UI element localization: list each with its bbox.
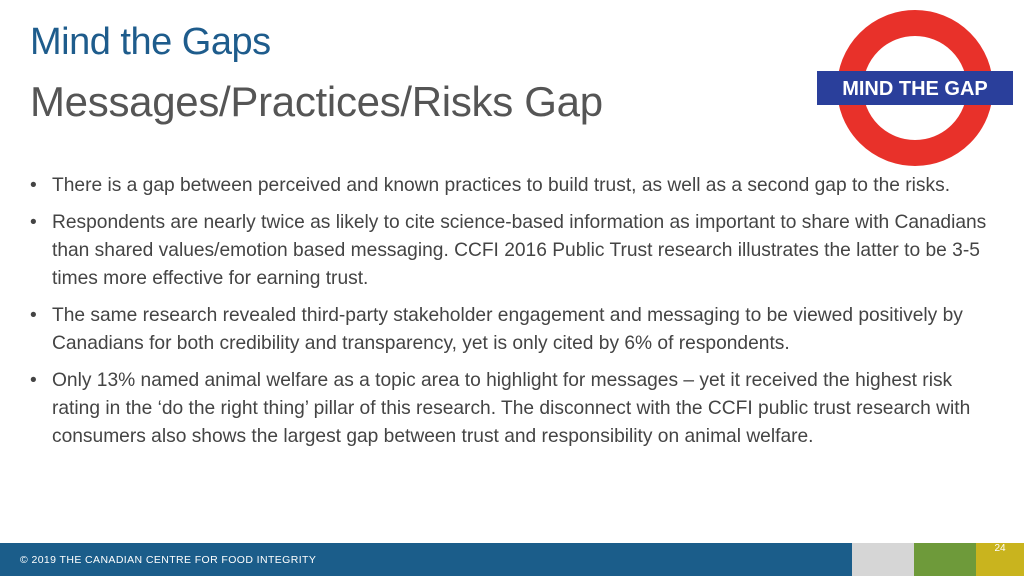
logo-text: MIND THE GAP bbox=[842, 78, 988, 100]
page-subtitle: Messages/Practices/Risks Gap bbox=[30, 78, 603, 125]
bullet-list bbox=[30, 172, 1000, 460]
bullet-text: The same research revealed third-party stakeholder engagement and messaging to be viewed positively by Canadians for both credibility and transparency, yet is only cited by 6% of respondents. bbox=[52, 305, 963, 354]
bullet-dot: • bbox=[30, 305, 37, 326]
bullet-item bbox=[30, 367, 1000, 451]
bullet-text: Only 13% named animal welfare as a topic area to highlight for messages – yet it received the highest risk rating in the ‘do the right thing’ pillar of this research. The disconnect with the CCFI public trust research with consumers also shows the largest gap between trust and responsibility on animal welfare. bbox=[52, 370, 971, 447]
bullet-text: There is a gap between perceived and known practices to build trust, as well as a second gap to the risks. bbox=[52, 175, 951, 196]
footer-green-band bbox=[914, 543, 976, 576]
footer-grey-band bbox=[852, 543, 914, 576]
mind-the-gap-logo bbox=[815, 8, 1015, 168]
page-title: Mind the Gaps bbox=[30, 21, 271, 63]
bullet-dot: • bbox=[30, 370, 37, 391]
bullet-item bbox=[30, 172, 1000, 200]
bullet-item bbox=[30, 209, 1000, 293]
bullet-item bbox=[30, 302, 1000, 358]
bullet-text: Respondents are nearly twice as likely to cite science-based information as important to share with Canadians than shared values/emotion based messaging. CCFI 2016 Public Trust research illustrates the latter to be 3-5 times more effective for earning trust. bbox=[52, 212, 987, 289]
bullet-dot: • bbox=[30, 175, 37, 196]
bullet-dot: • bbox=[30, 212, 37, 233]
page-number: 24 bbox=[994, 543, 1006, 554]
footer-bar bbox=[0, 543, 1024, 576]
footer-copyright: © 2019 THE CANADIAN CENTRE FOR FOOD INTEGRITY bbox=[20, 554, 317, 566]
